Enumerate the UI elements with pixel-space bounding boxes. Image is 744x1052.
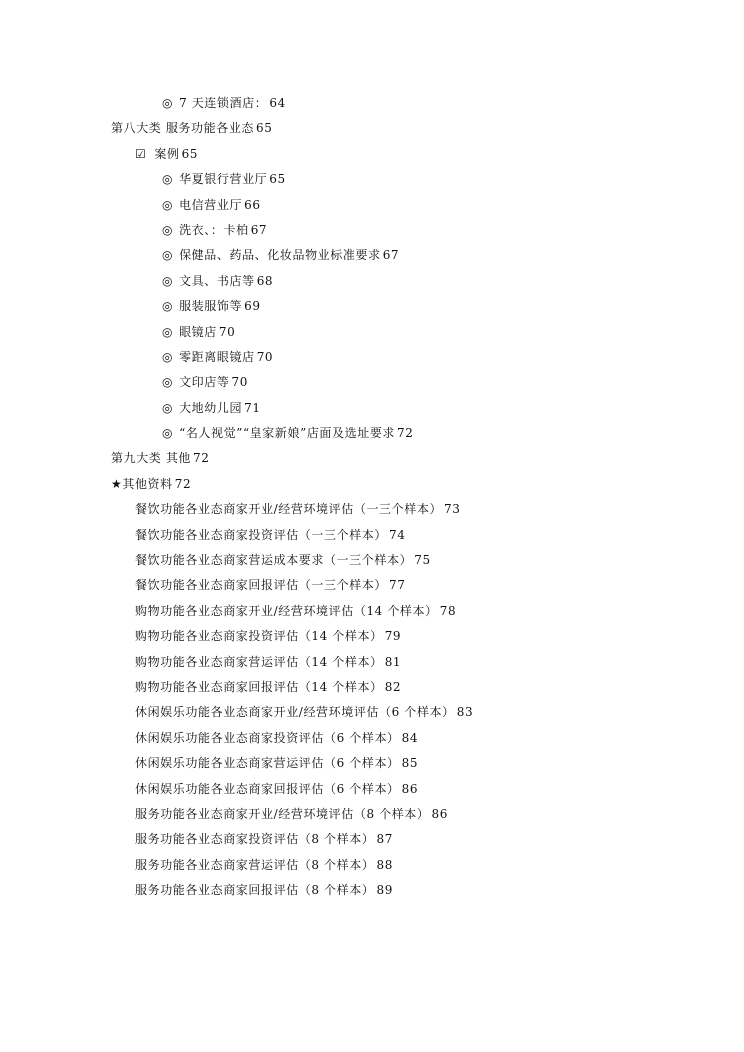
- toc-entry-page-number: 81: [384, 654, 402, 669]
- toc-entry-page-number: 65: [256, 121, 273, 136]
- toc-entry[interactable]: [0, 116, 744, 141]
- toc-entry-page-number: 72: [174, 476, 192, 491]
- toc-entry[interactable]: [0, 878, 744, 903]
- toc-entry[interactable]: [0, 91, 744, 116]
- toc-entry[interactable]: [0, 726, 744, 751]
- toc-entry[interactable]: [0, 446, 744, 471]
- toc-entry-title: 华夏银行营业厅: [179, 172, 268, 187]
- toc-entry[interactable]: [0, 700, 744, 725]
- toc-entry-page-number: 77: [389, 578, 406, 593]
- toc-entry-page-number: 84: [401, 730, 419, 745]
- toc-entry-page-number: 82: [384, 679, 402, 694]
- toc-entry[interactable]: [0, 421, 744, 446]
- double-circle-icon: ◎: [162, 324, 174, 339]
- toc-entry-page-number: 72: [397, 426, 414, 441]
- toc-entry-page-number: 86: [401, 781, 419, 796]
- toc-entry[interactable]: [0, 827, 744, 852]
- double-circle-icon: ◎: [162, 400, 174, 415]
- toc-entry-title: 购物功能各业态商家营运评估（14 个样本）: [135, 654, 383, 669]
- toc-entry-page-number: 88: [376, 857, 393, 872]
- double-circle-icon: ◎: [162, 349, 174, 364]
- toc-entry[interactable]: [0, 320, 744, 345]
- toc-entry[interactable]: [0, 472, 744, 497]
- toc-entry-title: 洗衣、：卡柏: [179, 222, 249, 237]
- toc-entry-page-number: 74: [389, 527, 406, 542]
- toc-entry-page-number: 66: [244, 197, 261, 212]
- toc-entry-title: 服务功能各业态商家开业/经营环境评估（8 个样本）: [135, 806, 430, 821]
- double-circle-icon: ◎: [162, 248, 174, 263]
- toc-entry-title: 服务功能各业态商家回报评估（8 个样本）: [135, 883, 375, 898]
- toc-entry-page-number: 67: [382, 248, 400, 263]
- toc-entry[interactable]: [0, 396, 744, 421]
- toc-entry-title: 大地幼儿园: [179, 400, 243, 415]
- toc-entry-title: 7 天连锁酒店：: [179, 96, 268, 110]
- toc-entry-page-number: 67: [250, 222, 268, 237]
- toc-entry-title: 眼镜店: [179, 324, 217, 339]
- table-of-contents: [0, 91, 744, 904]
- toc-entry[interactable]: [0, 624, 744, 649]
- toc-entry[interactable]: [0, 167, 744, 192]
- toc-entry-title: 文具、书店等: [179, 273, 255, 288]
- checkbox-icon: ☑: [135, 146, 147, 161]
- toc-entry-page-number: 70: [218, 324, 236, 339]
- double-circle-icon: ◎: [162, 96, 174, 110]
- toc-entry-page-number: 72: [193, 451, 210, 466]
- toc-entry[interactable]: [0, 497, 744, 522]
- toc-entry-title: 第八大类 服务功能各业态: [111, 121, 255, 136]
- toc-entry-title: 购物功能各业态商家回报评估（14 个样本）: [135, 679, 383, 694]
- toc-entry-title: 保健品、药品、化妆品物业标准要求: [179, 248, 381, 263]
- toc-entry-title: 第九大类 其他: [111, 451, 192, 466]
- toc-entry-page-number: 73: [444, 502, 461, 517]
- double-circle-icon: ◎: [162, 299, 174, 314]
- toc-entry-page-number: 87: [376, 832, 393, 847]
- double-circle-icon: ◎: [162, 172, 174, 187]
- star-icon: ★: [111, 476, 123, 491]
- toc-entry-page-number: 78: [439, 603, 457, 618]
- double-circle-icon: ◎: [162, 273, 174, 288]
- toc-entry[interactable]: [0, 573, 744, 598]
- toc-entry-page-number: 64: [269, 96, 286, 110]
- toc-entry-title: 服务功能各业态商家营运评估（8 个样本）: [135, 857, 375, 872]
- toc-entry-title: 案例: [154, 146, 180, 161]
- toc-entry[interactable]: [0, 345, 744, 370]
- toc-entry[interactable]: [0, 523, 744, 548]
- toc-entry-page-number: 86: [431, 806, 448, 821]
- toc-entry[interactable]: [0, 243, 744, 268]
- toc-entry[interactable]: [0, 370, 744, 395]
- toc-entry[interactable]: [0, 650, 744, 675]
- toc-entry-page-number: 69: [244, 299, 261, 314]
- toc-entry-page-number: 79: [384, 629, 402, 644]
- toc-entry-title: 服装服饰等: [179, 299, 243, 314]
- toc-entry-page-number: 70: [256, 349, 274, 364]
- toc-entry-page-number: 70: [231, 375, 248, 390]
- toc-entry-title: 餐饮功能各业态商家营运成本要求（一三个样本）: [135, 553, 413, 568]
- toc-entry-title: 休闲娱乐功能各业态商家投资评估（6 个样本）: [135, 730, 400, 745]
- toc-entry[interactable]: [0, 548, 744, 573]
- toc-entry[interactable]: [0, 218, 744, 243]
- toc-entry-title: 餐饮功能各业态商家开业/经营环境评估（一三个样本）: [135, 502, 443, 517]
- toc-entry-title: 休闲娱乐功能各业态商家开业/经营环境评估（6 个样本）: [135, 705, 455, 720]
- toc-entry-page-number: 83: [456, 705, 474, 720]
- toc-entry-title: 购物功能各业态商家开业/经营环境评估（14 个样本）: [135, 603, 438, 618]
- toc-entry[interactable]: [0, 193, 744, 218]
- toc-entry[interactable]: [0, 675, 744, 700]
- toc-entry[interactable]: [0, 599, 744, 624]
- toc-entry-title: 餐饮功能各业态商家投资评估（一三个样本）: [135, 527, 388, 542]
- toc-entry-title: 休闲娱乐功能各业态商家回报评估（6 个样本）: [135, 781, 400, 796]
- toc-entry-page-number: 68: [256, 273, 274, 288]
- toc-entry-title: “名人视觉”“皇家新娘”店面及选址要求: [179, 426, 396, 441]
- toc-entry[interactable]: [0, 777, 744, 802]
- double-circle-icon: ◎: [162, 222, 174, 237]
- toc-entry[interactable]: [0, 142, 744, 167]
- toc-entry[interactable]: [0, 802, 744, 827]
- toc-entry-title: 餐饮功能各业态商家回报评估（一三个样本）: [135, 578, 388, 593]
- toc-entry-page-number: 89: [376, 883, 393, 898]
- toc-entry-page-number: 85: [401, 756, 419, 771]
- double-circle-icon: ◎: [162, 197, 174, 212]
- toc-entry-title: 零距离眼镜店: [179, 349, 255, 364]
- toc-entry-page-number: 75: [414, 553, 431, 568]
- toc-entry-title: 购物功能各业态商家投资评估（14 个样本）: [135, 629, 383, 644]
- toc-entry[interactable]: [0, 751, 744, 776]
- toc-entry[interactable]: [0, 853, 744, 878]
- toc-entry[interactable]: [0, 269, 744, 294]
- double-circle-icon: ◎: [162, 375, 174, 390]
- toc-entry-page-number: 65: [181, 146, 199, 161]
- toc-entry-page-number: 71: [244, 400, 261, 415]
- toc-entry-page-number: 65: [269, 172, 286, 187]
- toc-entry-title: 服务功能各业态商家投资评估（8 个样本）: [135, 832, 375, 847]
- toc-entry-title: 电信营业厅: [179, 197, 243, 212]
- toc-entry-title: 休闲娱乐功能各业态商家营运评估（6 个样本）: [135, 756, 400, 771]
- double-circle-icon: ◎: [162, 426, 174, 441]
- toc-entry[interactable]: [0, 294, 744, 319]
- toc-entry-title: 其他资料: [122, 476, 173, 491]
- toc-entry-title: 文印店等: [179, 375, 230, 390]
